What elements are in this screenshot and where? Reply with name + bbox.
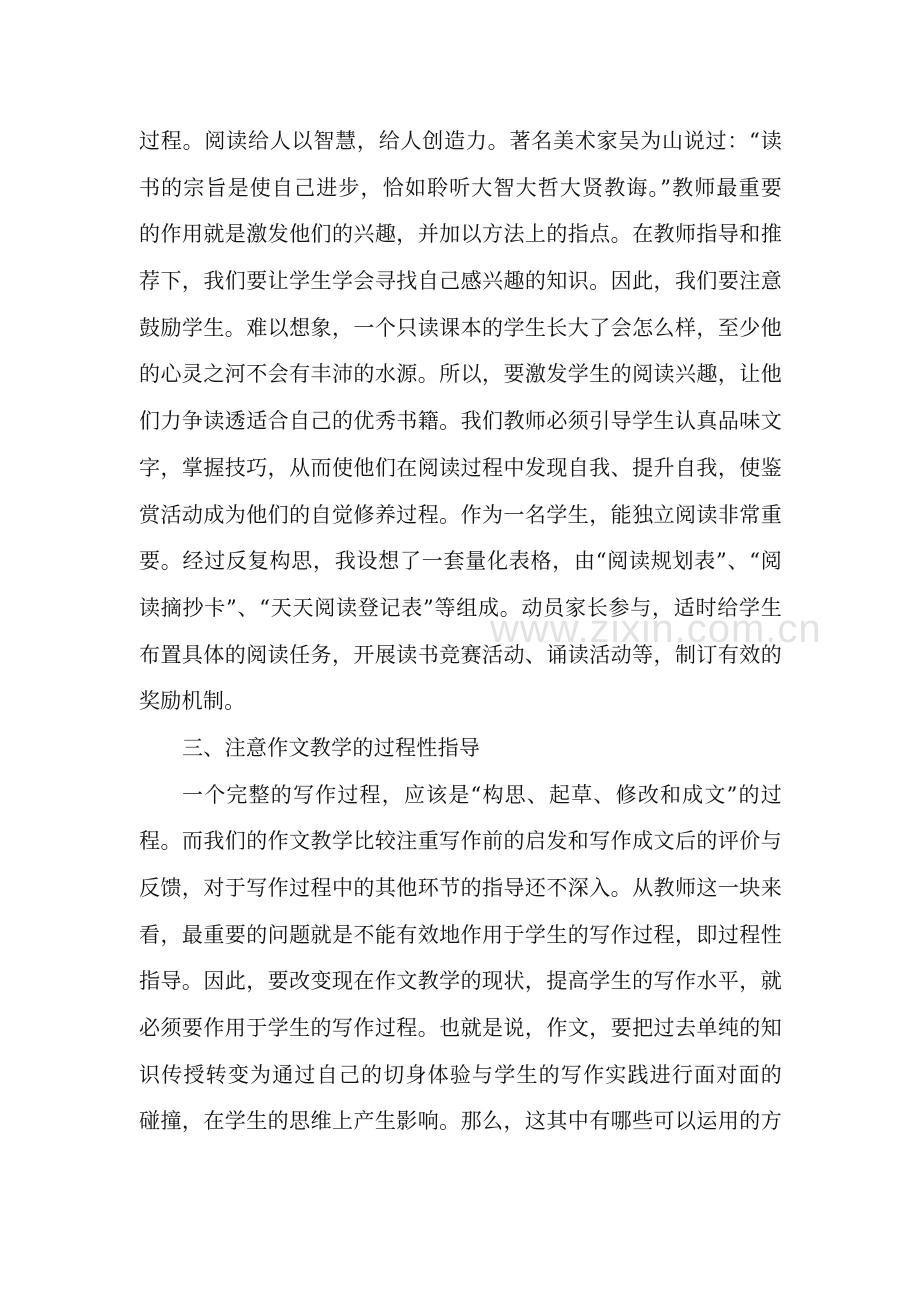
paragraph-line: 指导。因此，要改变现在作文教学的现状，提高学生的写作水平，就	[139, 969, 782, 994]
document-body	[139, 118, 782, 1145]
paragraph-line: 程。而我们的作文教学比较注重写作前的启发和写作成文后的评价与	[139, 829, 782, 854]
paragraph-line: 一个完整的写作过程，应该是“构思、起草、修改和成文”的过	[182, 782, 782, 807]
paragraph-line: 布置具体的阅读任务，开展读书竞赛活动、诵读活动等，制订有效的	[139, 642, 782, 667]
paragraph-line: 读摘抄卡”、“天天阅读登记表”等组成。动员家长参与，适时给学生	[139, 595, 782, 620]
paragraph-line: 鼓励学生。难以想象，一个只读课本的学生长大了会怎么样，至少他	[139, 315, 782, 340]
paragraph-line: 书的宗旨是使自己进步，恰如聆听大智大哲大贤教诲。”教师最重要	[139, 175, 782, 200]
paragraph-line: 反馈，对于写作过程中的其他环节的指导还不深入。从教师这一块来	[139, 876, 782, 900]
paragraph-line: 们力争读透适合自己的优秀书籍。我们教师必须引导学生认真品味文	[139, 409, 782, 434]
paragraph-line: 过程。阅读给人以智慧，给人创造力。著名美术家吴为山说过：“读	[139, 129, 782, 153]
paragraph-line: 识传授转变为通过自己的切身体验与学生的写作实践进行面对面的	[139, 1062, 782, 1087]
paragraph-line: 碰撞，在学生的思维上产生影响。那么，这其中有哪些可以运用的方	[139, 1109, 782, 1134]
paragraph-line: 必须要作用于学生的写作过程。也就是说，作文，要把过去单纯的知	[139, 1016, 782, 1041]
paragraph-line: 要。经过反复构思，我设想了一套量化表格，由“阅读规划表”、“阅	[139, 549, 782, 574]
paragraph-line: 的作用就是激发他们的兴趣，并加以方法上的指点。在教师指导和推	[139, 222, 782, 247]
paragraph-line: 奖励机制。	[139, 689, 246, 714]
paragraph-line: 的心灵之河不会有丰沛的水源。所以，要激发学生的阅读兴趣，让他	[139, 362, 782, 387]
watermark-text: www.zixin.com.cn	[490, 607, 822, 651]
paragraph-line: 赏活动成为他们的自觉修养过程。作为一名学生，能独立阅读非常重	[139, 502, 782, 527]
paragraph-line: 字，掌握技巧，从而使他们在阅读过程中发现自我、提升自我，使鉴	[139, 455, 782, 480]
paragraph-line: 看，最重要的问题就是不能有效地作用于学生的写作过程，即过程性	[139, 922, 782, 947]
section-heading: 三、注意作文教学的过程性指导	[182, 735, 481, 760]
paragraph-line: 荐下，我们要让学生学会寻找自己感兴趣的知识。因此，我们要注意	[139, 269, 782, 294]
